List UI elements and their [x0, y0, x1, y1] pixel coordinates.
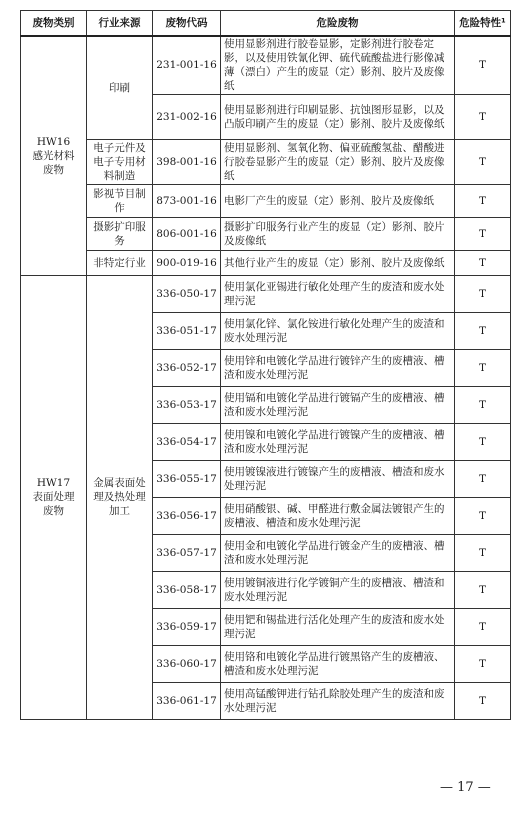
hazard-property: T: [455, 534, 511, 571]
waste-code: 806-001-16: [153, 217, 221, 250]
category-cell-hw16: [21, 36, 87, 275]
waste-code: 336-053-17: [153, 386, 221, 423]
table-header-row: [21, 11, 511, 37]
hazard-property: T: [455, 94, 511, 139]
waste-description: 使用钯和锡盐进行活化处理产生的废渣和废水处理污泥: [221, 608, 455, 645]
hazard-property: T: [455, 386, 511, 423]
waste-description: 使用锌和电镀化学品进行镀锌产生的废槽液、槽渣和废水处理污泥: [221, 349, 455, 386]
category-hw17: HW17 表面处理 废物: [32, 477, 75, 517]
industry-cell: 非特定行业: [87, 250, 153, 275]
waste-code: 336-051-17: [153, 312, 221, 349]
waste-code: 336-056-17: [153, 497, 221, 534]
page-number: — 17 —: [440, 780, 491, 795]
waste-code: 231-001-16: [153, 36, 221, 94]
waste-code: 336-061-17: [153, 682, 221, 719]
category-hw16: HW16 感光材料 废物: [32, 135, 75, 176]
hazard-property: T: [455, 423, 511, 460]
waste-description: 使用镉和电镀化学品进行镀镉产生的废槽液、槽渣和废水处理污泥: [221, 386, 455, 423]
hazard-property: T: [455, 250, 511, 275]
waste-description: 电影厂产生的废显（定）影剂、胶片及废像纸: [221, 184, 455, 217]
industry-cell: 影视节目制作: [87, 184, 153, 217]
header-waste-code: 废物代码: [153, 11, 221, 37]
table-row: [21, 250, 511, 275]
waste-code: 398-001-16: [153, 139, 221, 184]
header-hazardous-waste: 危险废物: [221, 11, 455, 37]
hazardous-waste-table: [20, 10, 511, 720]
waste-description: 使用金和电镀化学品进行镀金产生的废槽液、槽渣和废水处理污泥: [221, 534, 455, 571]
hazard-property: T: [455, 312, 511, 349]
hazard-property: T: [455, 608, 511, 645]
waste-description: 使用显影剂进行印刷显影、抗蚀图形显影，以及凸版印刷产生的废显（定）影剂、胶片及废像纸: [221, 94, 455, 139]
hazard-property: T: [455, 139, 511, 184]
waste-code: 336-060-17: [153, 645, 221, 682]
hazard-property: T: [455, 571, 511, 608]
hazard-property: T: [455, 349, 511, 386]
table-row: [21, 139, 511, 184]
waste-description: 使用镀铜液进行化学镀铜产生的废槽液、槽渣和废水处理污泥: [221, 571, 455, 608]
waste-code: 336-054-17: [153, 423, 221, 460]
industry-cell: 金属表面处理及热处理加工: [87, 275, 153, 719]
hazard-property: T: [455, 275, 511, 312]
table-row: [21, 36, 511, 94]
waste-code: 336-057-17: [153, 534, 221, 571]
waste-description: 使用镍和电镀化学品进行镀镍产生的废槽液、槽渣和废水处理污泥: [221, 423, 455, 460]
waste-code: 336-050-17: [153, 275, 221, 312]
waste-description: 使用氯化锌、氯化铵进行敏化处理产生的废渣和废水处理污泥: [221, 312, 455, 349]
waste-description: 使用铬和电镀化学品进行镀黑铬产生的废槽液、槽渣和废水处理污泥: [221, 645, 455, 682]
waste-code: 336-055-17: [153, 460, 221, 497]
header-hazard-property: 危险特性¹: [455, 11, 511, 37]
header-waste-category: 废物类别: [21, 11, 87, 37]
hazard-property: T: [455, 460, 511, 497]
waste-description: 使用镀镍液进行镀镍产生的废槽液、槽渣和废水处理污泥: [221, 460, 455, 497]
waste-code: 231-002-16: [153, 94, 221, 139]
waste-code: 336-058-17: [153, 571, 221, 608]
hazard-property: T: [455, 217, 511, 250]
table-row: [21, 275, 511, 312]
industry-cell: 摄影扩印服务: [87, 217, 153, 250]
waste-description: 使用氯化亚锡进行敏化处理产生的废渣和废水处理污泥: [221, 275, 455, 312]
waste-code: 336-052-17: [153, 349, 221, 386]
waste-description: 使用显影剂、氢氧化物、偏亚硫酸氢盐、醋酸进行胶卷显影产生的废显（定）影剂、胶片及废像纸: [221, 139, 455, 184]
hazard-property: T: [455, 497, 511, 534]
category-cell-hw17: [21, 275, 87, 719]
table-row: [21, 184, 511, 217]
waste-code: 336-059-17: [153, 608, 221, 645]
waste-description: 使用硝酸银、碱、甲醛进行敷金属法镀银产生的废槽液、槽渣和废水处理污泥: [221, 497, 455, 534]
industry-cell: 印刷: [87, 36, 153, 139]
hazard-property: T: [455, 645, 511, 682]
table-row: [21, 217, 511, 250]
waste-description: 使用显影剂进行胶卷显影，定影剂进行胶卷定影，以及使用铁氰化钾、硫代硫酸盐进行影像减薄（漂白）产生的废显（定）影剂、胶片及废像纸: [221, 36, 455, 94]
header-industry-source: 行业来源: [87, 11, 153, 37]
waste-code: 873-001-16: [153, 184, 221, 217]
industry-cell: 电子元件及电子专用材料制造: [87, 139, 153, 184]
waste-description: 摄影扩印服务行业产生的废显（定）影剂、胶片及废像纸: [221, 217, 455, 250]
waste-description: 其他行业产生的废显（定）影剂、胶片及废像纸: [221, 250, 455, 275]
hazard-property: T: [455, 184, 511, 217]
waste-code: 900-019-16: [153, 250, 221, 275]
hazard-property: T: [455, 682, 511, 719]
hazard-property: T: [455, 36, 511, 94]
waste-description: 使用高锰酸钾进行钻孔除胶处理产生的废渣和废水处理污泥: [221, 682, 455, 719]
